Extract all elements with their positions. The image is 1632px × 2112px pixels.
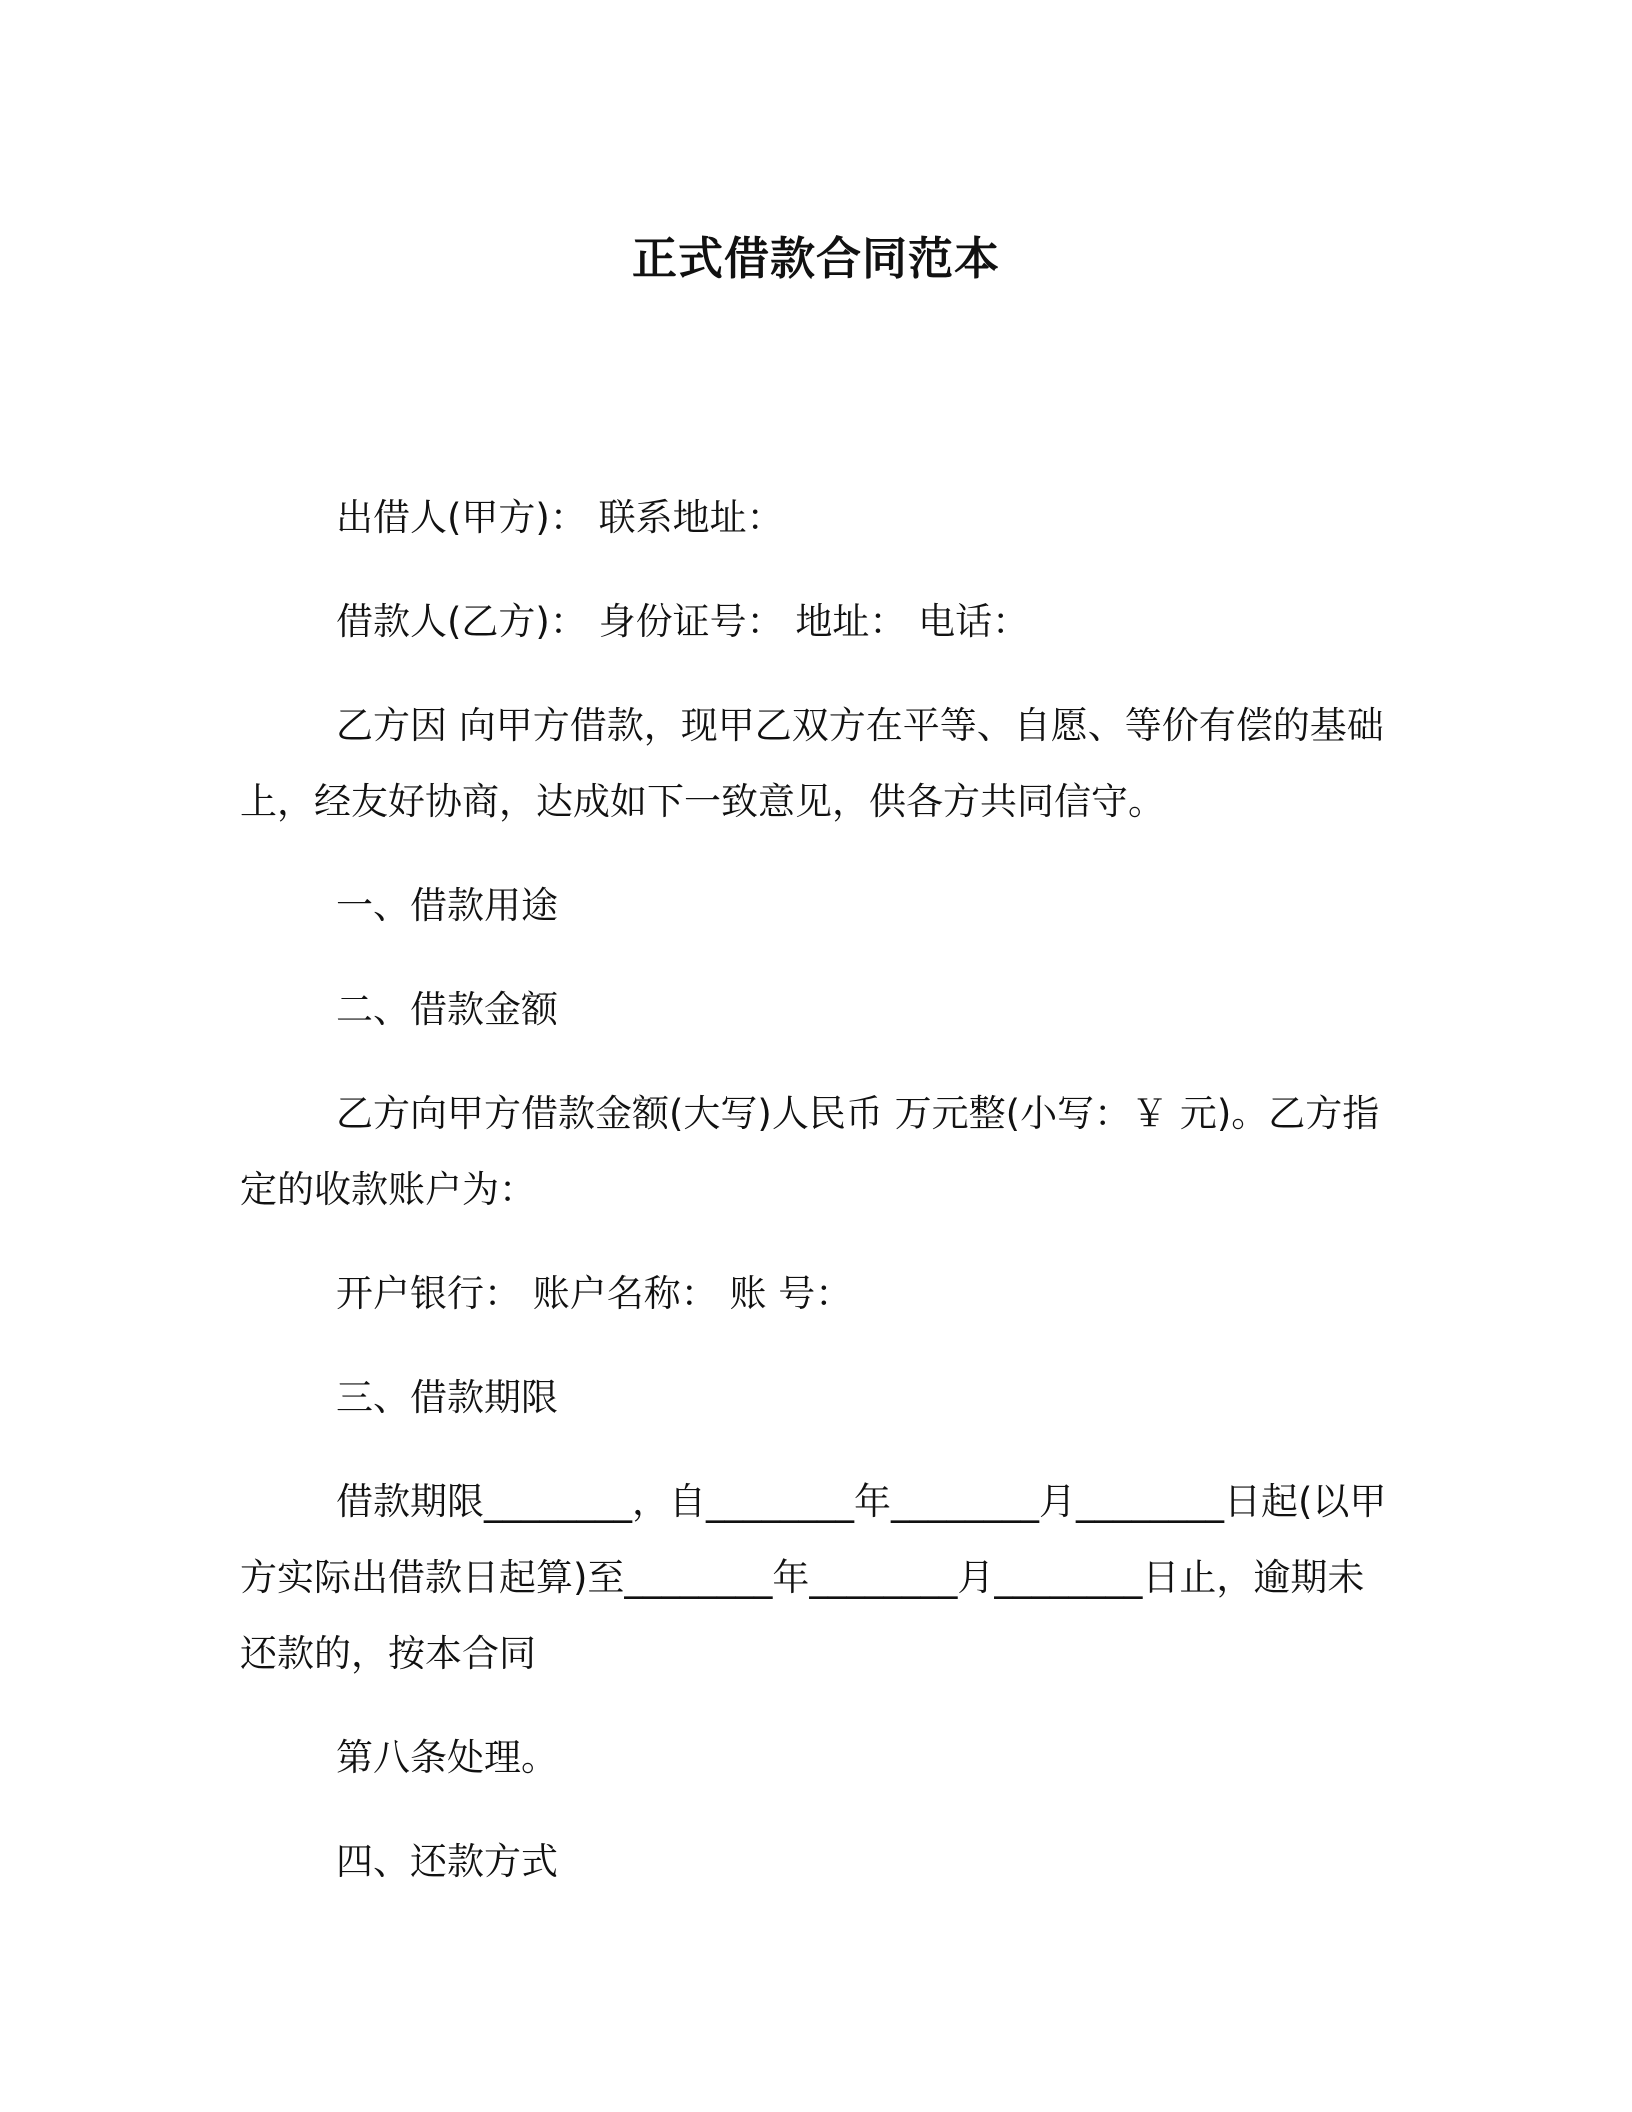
document-title: 正式借款合同范本: [631, 232, 1000, 285]
preamble-paragraph: 乙方因 向甲方借款，现甲乙双方在平等、自愿、等价有偿的基础上，经友好协商，达成如下一致意见，供各方共同信守。: [240, 704, 1384, 823]
borrower-info-line: 借款人(乙方)： 身份证号： 地址： 电话：: [336, 600, 1030, 643]
section-heading-repayment: 四、还款方式: [336, 1840, 558, 1883]
section-heading-term: 三、借款期限: [336, 1376, 558, 1419]
section-heading-purpose: 一、借款用途: [336, 884, 558, 927]
section-heading-amount: 二、借款金额: [336, 988, 558, 1031]
amount-paragraph: 乙方向甲方借款金额(大写)人民币 万元整(小写：￥ 元)。乙方指定的收款账户为：: [240, 1092, 1380, 1211]
term-paragraph: 借款期限________，自________年________月________日起(以甲方实际出借款日起算)至________年________月________日止，逾期未还款的，按本合同: [240, 1480, 1387, 1675]
lender-info-line: 出借人(甲方)： 联系地址：: [336, 496, 784, 539]
article-eight-line: 第八条处理。: [336, 1736, 558, 1779]
bank-account-line: 开户银行： 账户名称： 账 号：: [336, 1272, 853, 1315]
document-body: [240, 480, 1390, 1928]
